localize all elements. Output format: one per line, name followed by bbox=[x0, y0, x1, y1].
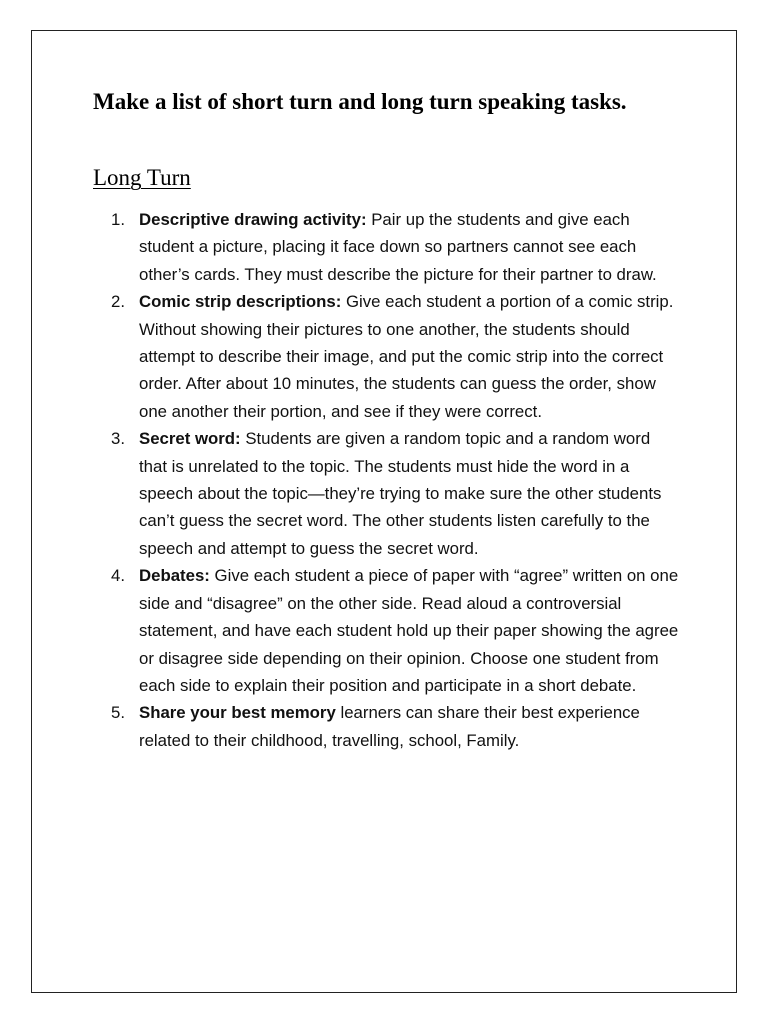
task-name: Debates: bbox=[139, 566, 210, 586]
task-number: 1. bbox=[111, 210, 125, 229]
task-item bbox=[111, 425, 681, 562]
task-number: 4. bbox=[111, 566, 125, 586]
task-name: Share your best memory bbox=[139, 703, 336, 723]
task-item bbox=[111, 699, 681, 754]
task-description: Give each student a portion of a comic strip. Without showing their pictures to one another, the students should attempt to describe their image, and put the comic strip into the correct order. After about 10 minutes, the students can guess the order, show one another their portion, and see if they were correct. bbox=[139, 292, 674, 421]
task-number: 3. bbox=[111, 429, 125, 449]
section-heading-long-turn: Long Turn bbox=[93, 165, 191, 190]
task-list bbox=[111, 206, 681, 754]
task-number: 2. bbox=[111, 292, 125, 312]
task-item bbox=[111, 206, 681, 288]
document-title: Make a list of short turn and long turn speaking tasks. bbox=[93, 89, 627, 114]
task-description: Give each student a piece of paper with “agree” written on one side and “disagree” on the other side. Read aloud a controversial statement, and have each student hold up their paper showing the agree or disagree side depending on their opinion. Choose one student from each side to explain their position and participate in a short debate. bbox=[139, 566, 679, 695]
task-description: learners can share their best experience related to their childhood, travelling, school, Family. bbox=[139, 703, 640, 750]
task-name: Secret word: bbox=[139, 429, 241, 449]
task-description: Pair up the students and give each student a picture, placing it face down so partners cannot see each other’s cards. They must describe the picture for their partner to draw. bbox=[139, 210, 657, 284]
task-number: 5. bbox=[111, 703, 125, 723]
task-name: Descriptive drawing activity: bbox=[139, 210, 367, 229]
task-name: Comic strip descriptions: bbox=[139, 292, 342, 312]
task-description: Students are given a random topic and a random word that is unrelated to the topic. The students must hide the word in a speech about the topic—they’re trying to make sure the other students can’t guess the secret word. The other students listen carefully to the speech and attempt to guess the secret word. bbox=[139, 429, 662, 558]
task-item bbox=[111, 562, 681, 699]
task-item bbox=[111, 288, 681, 425]
